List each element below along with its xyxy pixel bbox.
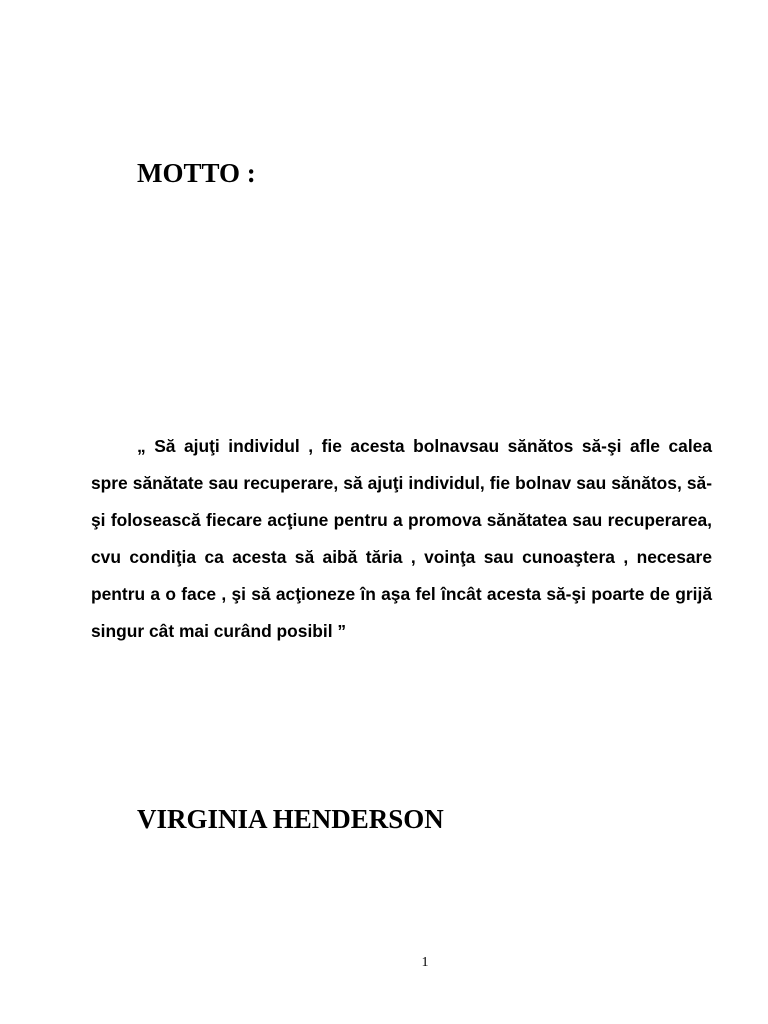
- page-number: 1: [421, 955, 429, 970]
- quote-author: VIRGINIA HENDERSON: [137, 804, 444, 834]
- motto-quote: „ Să ajuţi individul , fie acesta bolnavsau sănătos să-şi afle calea spre sănătate sau recuperare, să ajuţi individul, fie bolnav sau sănătos, să-şi folosească fiecare acţiune pentru a promova sănătatea sau recuperarea, cvu condiţia ca acesta să aibă tăria , voinţa sau cunoaştera , necesare pentru a o face , şi să acţioneze în aşa fel încât acesta să-şi poarte de grijă singur cât mai curând posibil ”: [91, 436, 712, 641]
- motto-heading: MOTTO :: [137, 158, 256, 188]
